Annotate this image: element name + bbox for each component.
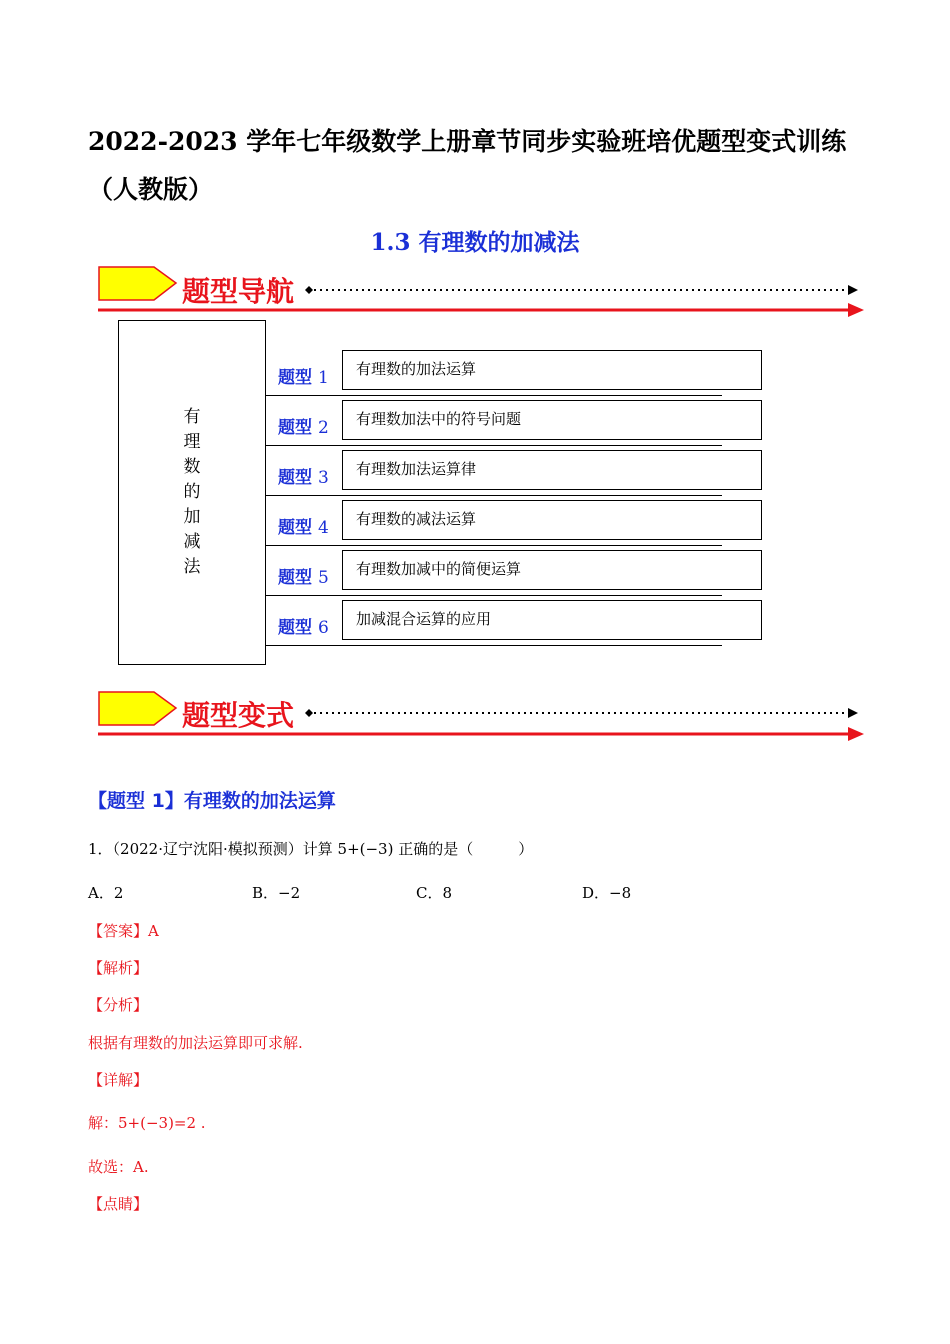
topic-char: 法 xyxy=(183,557,201,577)
topic-char: 减 xyxy=(183,532,201,552)
type-label-6 xyxy=(278,613,329,638)
banner-navigation-arrows xyxy=(96,280,868,320)
option-b: B．−2 xyxy=(252,884,301,902)
topic-char: 加 xyxy=(183,507,201,527)
type-box-3: 有理数加法运算律 xyxy=(342,450,762,490)
option-d: D．−8 xyxy=(582,884,632,902)
document-title: 2022-2023 学年七年级数学上册章节同步实验班培优题型变式训练（人教版） xyxy=(88,127,847,204)
section-title: 1.3 有理数的加减法 xyxy=(370,229,580,256)
comment-label: 【点睛】 xyxy=(88,1195,149,1213)
banner-variant-arrows xyxy=(96,704,868,744)
type-label-4 xyxy=(278,513,329,538)
type-separator xyxy=(266,495,722,496)
detail-text: 解：5+(−3)=2 . xyxy=(88,1114,206,1132)
type-1-heading: 【题型 1】有理数的加法运算 xyxy=(88,790,336,812)
topic-char: 有 xyxy=(183,407,201,427)
type-box-4: 有理数的减法运算 xyxy=(342,500,762,540)
type-label-text: 题型 xyxy=(278,418,312,438)
type-label-3 xyxy=(278,463,329,488)
type-label-2 xyxy=(278,413,329,438)
type-label-num: 1 xyxy=(318,368,329,388)
type-label-num: 6 xyxy=(318,618,329,638)
type-label-text: 题型 xyxy=(278,518,312,538)
type-box-1: 有理数的加法运算 xyxy=(342,350,762,390)
type-box-5: 有理数加减中的简便运算 xyxy=(342,550,762,590)
banner-navigation-title: 题型导航 xyxy=(182,275,295,308)
type-label-text: 题型 xyxy=(278,618,312,638)
analysis-label: 【解析】 xyxy=(88,959,149,977)
topic-char: 数 xyxy=(183,457,201,477)
detail-label: 【详解】 xyxy=(88,1071,149,1089)
type-label-text: 题型 xyxy=(278,468,312,488)
type-separator xyxy=(266,645,722,646)
topic-vertical-text xyxy=(119,405,265,580)
type-box-2: 有理数加法中的符号问题 xyxy=(342,400,762,440)
choice-text: 故选：A. xyxy=(88,1158,149,1176)
type-label-text: 题型 xyxy=(278,568,312,588)
option-c: C．8 xyxy=(416,884,453,902)
type-separator xyxy=(266,445,722,446)
option-a: A．2 xyxy=(88,884,124,902)
type-box-6: 加减混合运算的应用 xyxy=(342,600,762,640)
type-label-5 xyxy=(278,563,329,588)
topic-box xyxy=(118,320,266,665)
type-label-num: 5 xyxy=(318,568,329,588)
type-label-num: 4 xyxy=(318,518,329,538)
fenxi-label: 【分析】 xyxy=(88,996,149,1014)
answer-label: 【答案】A xyxy=(88,922,159,940)
topic-char: 理 xyxy=(183,432,201,452)
banner-variant-title: 题型变式 xyxy=(182,699,295,732)
type-label-1 xyxy=(278,363,329,388)
type-label-text: 题型 xyxy=(278,368,312,388)
type-separator xyxy=(266,545,722,546)
type-separator xyxy=(266,395,722,396)
type-separator xyxy=(266,595,722,596)
topic-char: 的 xyxy=(183,482,201,502)
question-1: 1．（2022·辽宁沈阳·模拟预测）计算 5+(−3) 正确的是（ ） xyxy=(88,840,534,858)
type-label-num: 2 xyxy=(318,418,329,438)
fenxi-text: 根据有理数的加法运算即可求解. xyxy=(88,1034,303,1052)
type-label-num: 3 xyxy=(318,468,329,488)
